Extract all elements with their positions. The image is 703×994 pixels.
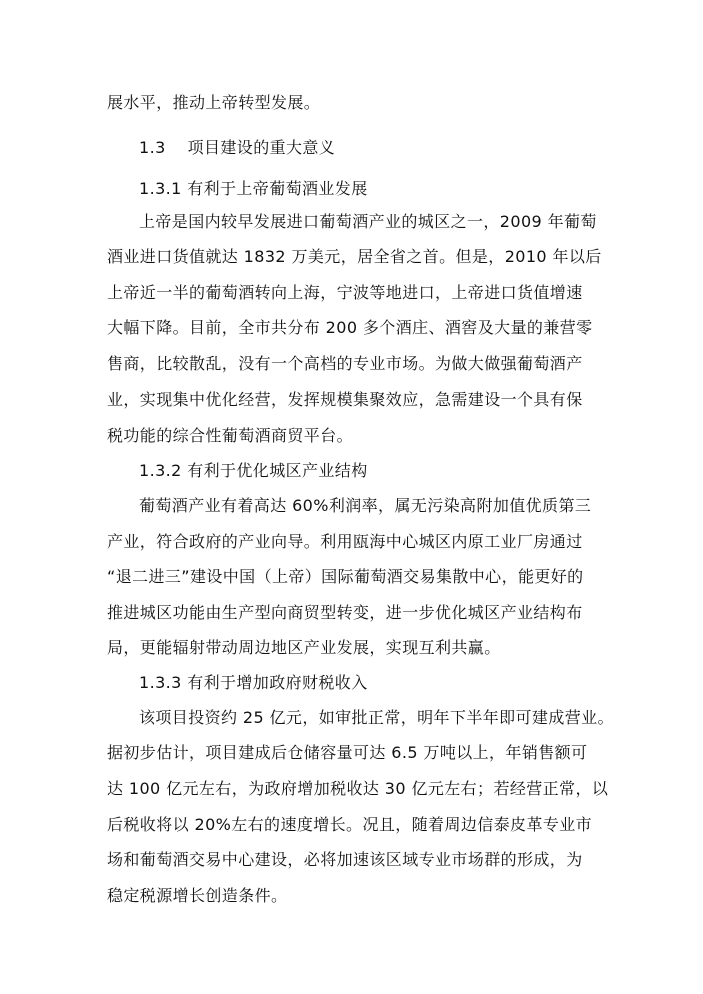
body-line: 酒业进口货值就达 1832 万美元，居全省之首。但是，2010 年以后	[107, 247, 602, 266]
body-line: 据初步估计，项目建成后仓储容量可达 6.5 万吨以上，年销售额可	[107, 743, 588, 762]
body-line: 局，更能辐射带动周边地区产业发展，实现互利共赢。	[107, 638, 501, 657]
body-line: 葡萄酒产业有着高达 60%利润率，属无污染高附加值优质第三	[139, 496, 592, 515]
body-line: 达 100 亿元左右，为政府增加税收达 30 亿元左右；若经营正常，以	[107, 779, 609, 798]
body-line: 该项目投资约 25 亿元，如审批正常，明年下半年即可建成营业。	[139, 708, 614, 727]
paragraph-continuation-line: 展水平，推动上帝转型发展。	[107, 93, 321, 112]
body-line: 推进城区功能由生产型向商贸型转变，进一步优化城区产业结构布	[107, 603, 583, 622]
body-line: 上帝是国内较早发展进口葡萄酒产业的城区之一，2009 年葡萄	[139, 212, 597, 231]
body-line: 业，实现集中优化经营，发挥规模集聚效应，急需建设一个具有保	[107, 390, 583, 409]
subsection-heading-1-3-1: 1.3.1 有利于上帝葡萄酒业发展	[139, 179, 368, 198]
subsection-heading-1-3-3: 1.3.3 有利于增加政府财税收入	[139, 673, 368, 692]
section-heading-1-3: 1.3 项目建设的重大意义	[139, 138, 336, 157]
body-line: “退二进三”建设中国（上帝）国际葡萄酒交易集散中心，能更好的	[107, 567, 584, 586]
body-line: 税功能的综合性葡萄酒商贸平台。	[107, 426, 354, 445]
body-line: 大幅下降。目前，全市共分布 200 多个酒庄、酒窖及大量的兼营零	[107, 318, 593, 337]
body-line: 产业，符合政府的产业向导。利用瓯海中心城区内原工业厂房通过	[107, 532, 583, 551]
body-line: 场和葡萄酒交易中心建设，必将加速该区域专业市场群的形成，为	[107, 850, 583, 869]
body-line: 稳定税源增长创造条件。	[107, 886, 288, 905]
body-line: 后税收将以 20%左右的速度增长。况且，随着周边信泰皮革专业市	[107, 815, 593, 834]
subsection-heading-1-3-2: 1.3.2 有利于优化城区产业结构	[139, 461, 368, 480]
body-line: 上帝近一半的葡萄酒转向上海，宁波等地进口，上帝进口货值增速	[107, 283, 583, 302]
body-line: 售商，比较散乱，没有一个高档的专业市场。为做大做强葡萄酒产	[107, 354, 583, 373]
